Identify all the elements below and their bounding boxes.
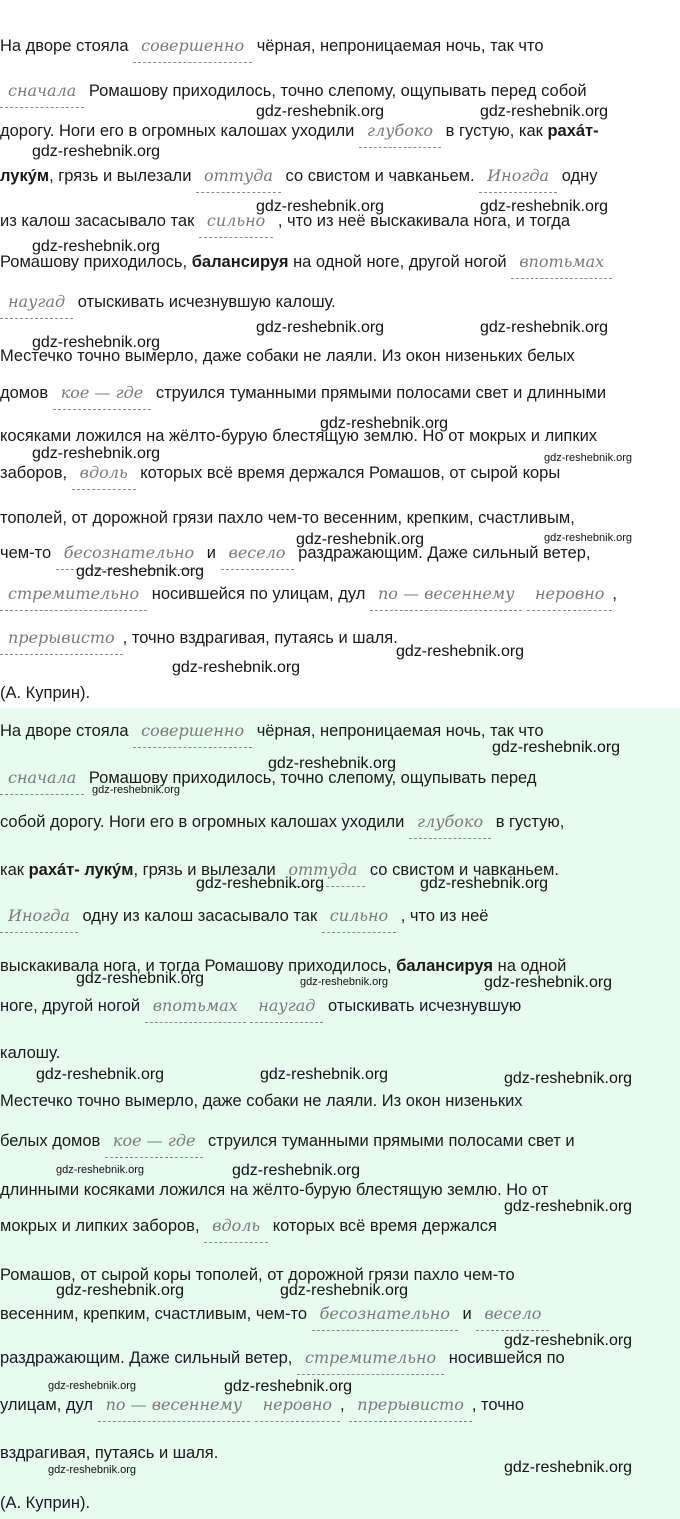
watermark: gdz-reshebnik.org xyxy=(172,659,301,676)
text-line: косяками ложился на жёлто-бурую блестящую землю. Но от мокрых и липких xyxy=(0,427,598,445)
text-line: стремительно носившейся по улицам, дул по — весеннему неровно , xyxy=(0,584,617,604)
watermark: gdz-reshebnik.org xyxy=(256,319,385,336)
watermark: gdz-reshebnik.org xyxy=(224,1378,353,1395)
watermark: gdz-reshebnik.org xyxy=(504,1070,633,1087)
watermark: gdz-reshebnik.org xyxy=(36,1066,165,1083)
inserted-word: неровно xyxy=(527,584,612,604)
text-line: раздражающим. Даже сильный ветер, стремительно носившейся по xyxy=(0,1348,565,1367)
inserted-word: кое — где xyxy=(105,1131,204,1151)
inserted-word: по — весеннему xyxy=(370,584,522,604)
watermark: gdz-reshebnik.org xyxy=(296,531,425,548)
inserted-word: вдоль xyxy=(204,1216,268,1236)
watermark: gdz-reshebnik.org xyxy=(256,198,385,215)
text-line: Местечко точно вымерло, даже собаки не лаяли. Из окон низеньких xyxy=(0,1092,523,1110)
watermark: gdz-reshebnik.org xyxy=(32,445,161,462)
text-line: На дворе стояла совершенно чёрная, непроницаемая ночь, так что xyxy=(0,36,544,55)
inserted-word: кое — где xyxy=(53,383,152,403)
inserted-word: прерывисто xyxy=(349,1395,472,1415)
text-line: Ромашову приходилось, балансируя на одной ноге, другой ногой впотьмах xyxy=(0,252,612,272)
inserted-word: глубоко xyxy=(409,812,491,832)
inserted-word: Иногда xyxy=(0,906,78,926)
text-line: На дворе стояла совершенно чёрная, непроницаемая ночь, так что xyxy=(0,721,544,740)
exercise-text xyxy=(0,0,680,708)
watermark: gdz-reshebnik.org xyxy=(232,1162,361,1179)
watermark: gdz-reshebnik.org xyxy=(196,875,325,892)
text-line: тополей, от дорожной грязи пахло чем-то весенним, крепким, счастливым, xyxy=(0,509,575,527)
inserted-word: наугад xyxy=(250,996,323,1016)
text-line: собой дорогу. Ноги его в огромных калошах уходили глубоко в густую, xyxy=(0,812,565,831)
text-line: белых домов кое — где струился туманными прямыми полосами свет и xyxy=(0,1131,575,1150)
text-line: калошу. xyxy=(0,1044,61,1062)
inserted-word: прерывисто xyxy=(0,628,123,648)
text-line: длинными косяками ложился на жёлто-бурую блестящую землю. Но от xyxy=(0,1181,549,1199)
text-line: Местечко точно вымерло, даже собаки не лаяли. Из окон низеньких белых xyxy=(0,347,575,365)
author-credit: (А. Куприн). xyxy=(0,684,91,702)
text-line: ноге, другой ногой впотьмах наугад отыскивать исчезнувшую xyxy=(0,996,522,1015)
watermark: gdz-reshebnik.org xyxy=(268,755,397,772)
inserted-word: совершенно xyxy=(133,721,252,741)
inserted-word: наугад xyxy=(0,292,73,312)
text-line: Иногда одну из калош засасывало так сильно , что из неё xyxy=(0,906,488,926)
inserted-word: глубоко xyxy=(359,121,441,141)
watermark: gdz-reshebnik.org xyxy=(32,238,161,255)
answer-text xyxy=(0,708,680,1519)
inserted-word: неровно xyxy=(255,1395,340,1415)
author-credit: (А. Куприн). xyxy=(0,1494,91,1512)
inserted-word: оттуда xyxy=(196,166,281,186)
watermark: gdz-reshebnik.org xyxy=(56,1282,185,1299)
watermark: gdz-reshebnik.org xyxy=(544,452,633,464)
inserted-word: стремительно xyxy=(297,1348,444,1368)
watermark: gdz-reshebnik.org xyxy=(32,334,161,351)
inserted-word: сильно xyxy=(322,906,396,926)
watermark: gdz-reshebnik.org xyxy=(480,103,609,120)
watermark: gdz-reshebnik.org xyxy=(48,1380,137,1392)
text-line: Ромашов, от сырой коры тополей, от дорожной грязи пахло чем-то xyxy=(0,1266,515,1284)
inserted-word: бесознательно xyxy=(312,1304,458,1324)
inserted-word: по — весеннему xyxy=(98,1395,250,1415)
watermark: gdz-reshebnik.org xyxy=(396,643,525,660)
watermark: gdz-reshebnik.org xyxy=(48,1464,137,1476)
watermark: gdz-reshebnik.org xyxy=(280,1282,409,1299)
watermark: gdz-reshebnik.org xyxy=(320,415,449,432)
inserted-word: впотьмах xyxy=(511,252,612,272)
inserted-word: вдоль xyxy=(72,463,136,483)
text-line: как рахáт- лукýм, грязь и вылезали оттуда со свистом и чавканьем. xyxy=(0,860,559,879)
watermark: gdz-reshebnik.org xyxy=(504,1332,633,1349)
inserted-word: сначала xyxy=(0,81,84,101)
watermark: gdz-reshebnik.org xyxy=(256,103,385,120)
text-line: выскакивала нога, и тогда Ромашову приходилось, балансируя на одной xyxy=(0,957,567,975)
watermark: gdz-reshebnik.org xyxy=(300,976,389,988)
watermark: gdz-reshebnik.org xyxy=(56,1164,145,1176)
watermark: gdz-reshebnik.org xyxy=(504,1198,633,1215)
inserted-word: сначала xyxy=(0,768,84,788)
inserted-word: весело xyxy=(476,1304,549,1324)
text-line: заборов, вдоль которых всё время держался Ромашов, от сырой коры xyxy=(0,463,561,482)
watermark: gdz-reshebnik.org xyxy=(544,532,633,544)
watermark: gdz-reshebnik.org xyxy=(260,1066,389,1083)
inserted-word: бесознательно xyxy=(56,543,202,563)
watermark: gdz-reshebnik.org xyxy=(480,198,609,215)
inserted-word: весело xyxy=(221,543,294,563)
inserted-word: совершенно xyxy=(133,36,252,56)
watermark: gdz-reshebnik.org xyxy=(92,784,181,796)
text-line: весенним, крепким, счастливым, чем-то бесознательно и весело xyxy=(0,1304,549,1324)
watermark: gdz-reshebnik.org xyxy=(76,563,205,580)
inserted-word: Иногда xyxy=(479,166,557,186)
text-line: сначала Ромашову приходилось, точно слепому, ощупывать перед собой xyxy=(0,81,587,101)
inserted-word: стремительно xyxy=(0,584,147,604)
inserted-word: оттуда xyxy=(280,860,365,880)
text-line: сначала Ромашову приходилось, точно слепому, ощупывать перед xyxy=(0,768,537,788)
watermark: gdz-reshebnik.org xyxy=(76,970,205,987)
watermark: gdz-reshebnik.org xyxy=(480,319,609,336)
watermark: gdz-reshebnik.org xyxy=(32,143,161,160)
watermark: gdz-reshebnik.org xyxy=(484,974,613,991)
text-line: вздрагивая, путаясь и шаля. xyxy=(0,1444,219,1462)
text-line: из калош засасывало так сильно , что из неё выскакивала нога, и тогда xyxy=(0,211,571,230)
inserted-word: впотьмах xyxy=(145,996,246,1016)
watermark: gdz-reshebnik.org xyxy=(420,875,549,892)
watermark: gdz-reshebnik.org xyxy=(492,739,621,756)
text-line: мокрых и липких заборов, вдоль которых всё время держался xyxy=(0,1216,497,1235)
text-line: лукýм, грязь и вылезали оттуда со свистом и чавканьем. Иногда одну xyxy=(0,166,598,185)
text-line: домов кое — где струился туманными прямыми полосами свет и длинными xyxy=(0,383,607,402)
text-line: чем-то бесознательно и весело раздражающим. Даже сильный ветер, xyxy=(0,543,591,562)
watermark: gdz-reshebnik.org xyxy=(504,1459,633,1476)
text-line: дорогу. Ноги его в огромных калошах уходили глубоко в густую, как рахáт- xyxy=(0,121,599,140)
text-line: прерывисто , точно вздрагивая, путаясь и шаля. xyxy=(0,628,398,648)
inserted-word: сильно xyxy=(199,211,273,231)
text-line: улицам, дул по — весеннему неровно , прерывисто , точно xyxy=(0,1395,525,1414)
text-line: наугад отыскивать исчезнувшую калошу. xyxy=(0,292,336,312)
